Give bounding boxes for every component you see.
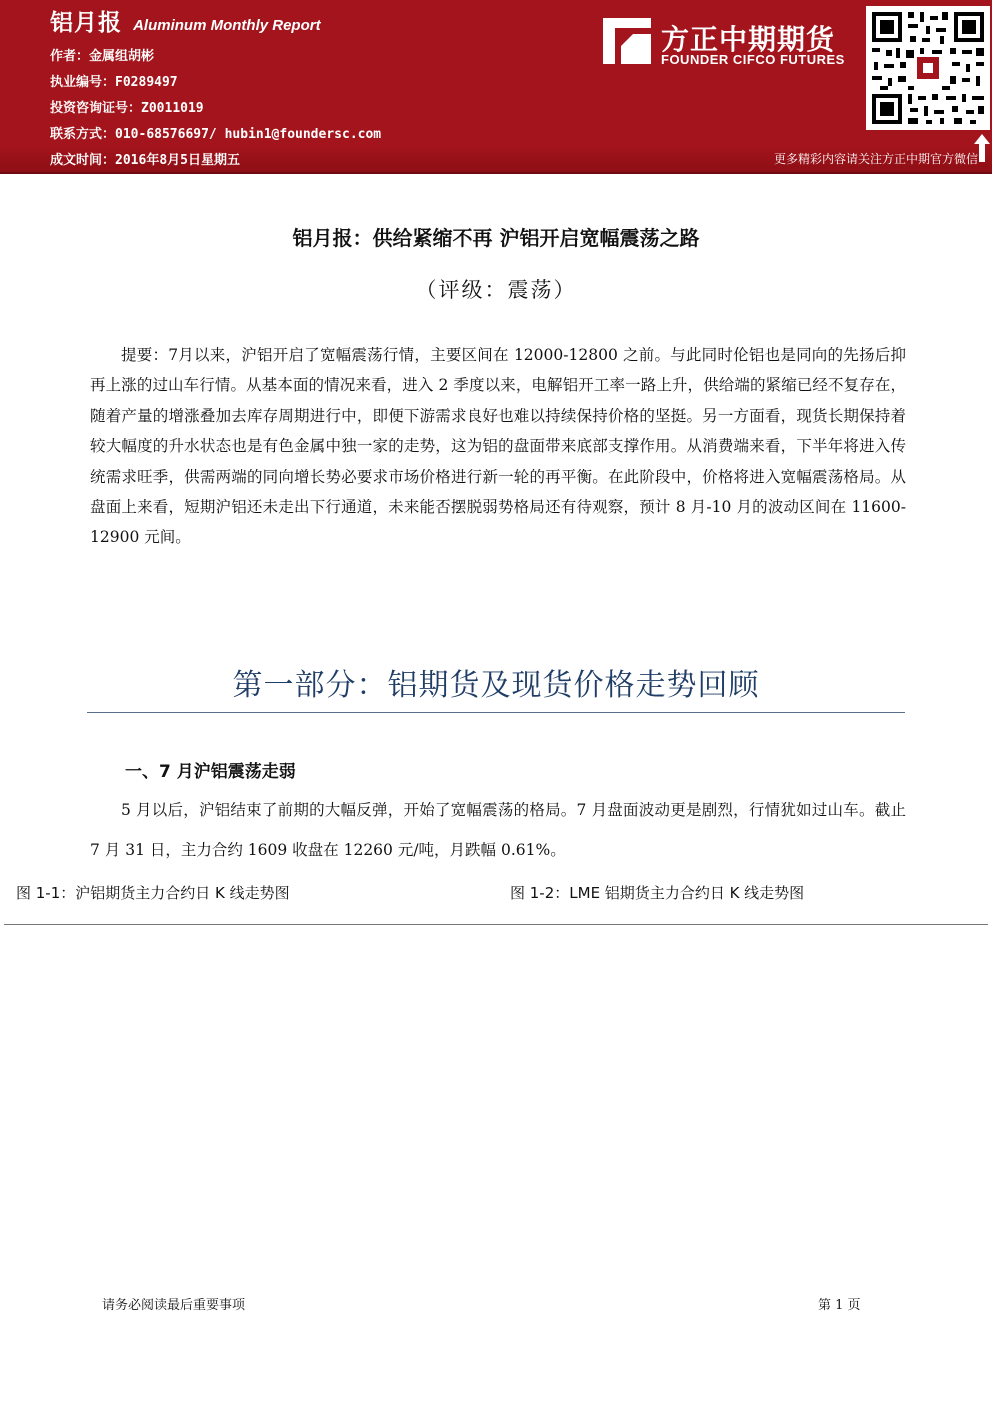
report-rating: （评级：震荡）: [415, 278, 577, 302]
figure-1-1-caption: 图 1-1：沪铝期货主力合约日 K 线走势图: [16, 884, 290, 902]
section-1-divider: [87, 712, 905, 713]
header-title: [50, 4, 321, 37]
logo-cn-text: 方正中期期货: [661, 23, 836, 56]
report-header: [0, 0, 992, 172]
author-label: 作者：: [50, 49, 90, 64]
contact-value[interactable]: 010-68576697/ hubin1@foundersc.com: [115, 127, 382, 142]
section-1-subhead: 一、7 月沪铝震荡走弱: [125, 762, 296, 782]
header-title-cn: 铝月报: [50, 10, 122, 36]
license-line: [50, 71, 178, 90]
footer-notice: 请务必阅读最后重要事项: [102, 1298, 246, 1313]
advisory-label: 投资咨询证号：: [50, 101, 142, 116]
report-title: 铝月报：供给紧缩不再 沪铝开启宽幅震荡之路: [292, 226, 700, 250]
page-number: 第 1 页: [818, 1298, 861, 1313]
report-abstract: 提要：7月以来，沪铝开启了宽幅震荡行情，主要区间在 12000-12800 之前。与此同时伦铝也是同向的先扬后抑再上涨的过山车行情。从基本面的情况来看，进入 2 季度以来，电解铝开工率一路上升，供给端的紧缩已经不复存在，随着产量的增涨叠加去库存周期进行中，即便下游需求良好也难以持续保持价格的坚挺。另一方面看，现货长期保持着较大幅度的升水状态也是有色金属中独一家的走势，这为铝的盘面带来底部支撑作用。从消费端来看，下半年将进入传统需求旺季，供需两端的同向增长势必要求市场价格进行新一轮的再平衡。在此阶段中，价格将进入宽幅震荡格局。从盘面上来看，短期沪铝还未走出下行通道，未来能否摆脱弱势格局还有待观察，预计 8 月-10 月的波动区间在 11600-12900 元间。: [90, 346, 906, 547]
license-value: F0289497: [115, 75, 178, 90]
section-1-paragraph: 5 月以后，沪铝结束了前期的大幅反弹，开始了宽幅震荡的格局。7 月盘面波动更是剧烈，行情犹如过山车。截止 7 月 31 日，主力合约 1609 收盘在 12260 元/吨，月跌幅 0.61%。: [90, 801, 906, 859]
header-divider: [0, 172, 992, 174]
author-value: 金属组胡彬: [89, 49, 155, 64]
date-label: 成文时间：: [50, 153, 116, 168]
figure-divider: [4, 924, 988, 925]
header-title-en: Aluminum Monthly Report: [133, 17, 321, 34]
author-line: [50, 45, 154, 64]
license-label: 执业编号：: [50, 75, 116, 90]
contact-label: 联系方式：: [50, 127, 116, 142]
logo-en-text: FOUNDER CIFCO FUTURES: [661, 52, 845, 67]
section-1-title: 第一部分：铝期货及现货价格走势回顾: [232, 668, 760, 703]
date-value: 2016年8月5日星期五: [115, 153, 240, 168]
advisory-line: [50, 97, 204, 116]
figure-1-2-caption: 图 1-2：LME 铝期货主力合约日 K 线走势图: [510, 884, 805, 902]
founder-logo-icon: [603, 18, 651, 64]
company-logo: [603, 14, 858, 70]
advisory-value: Z0011019: [141, 101, 204, 116]
contact-line: [50, 123, 381, 142]
follow-wechat-text: 更多精彩内容请关注方正中期官方微信: [773, 152, 978, 166]
wechat-qr-code-icon[interactable]: [866, 6, 990, 130]
date-line: [50, 149, 240, 168]
